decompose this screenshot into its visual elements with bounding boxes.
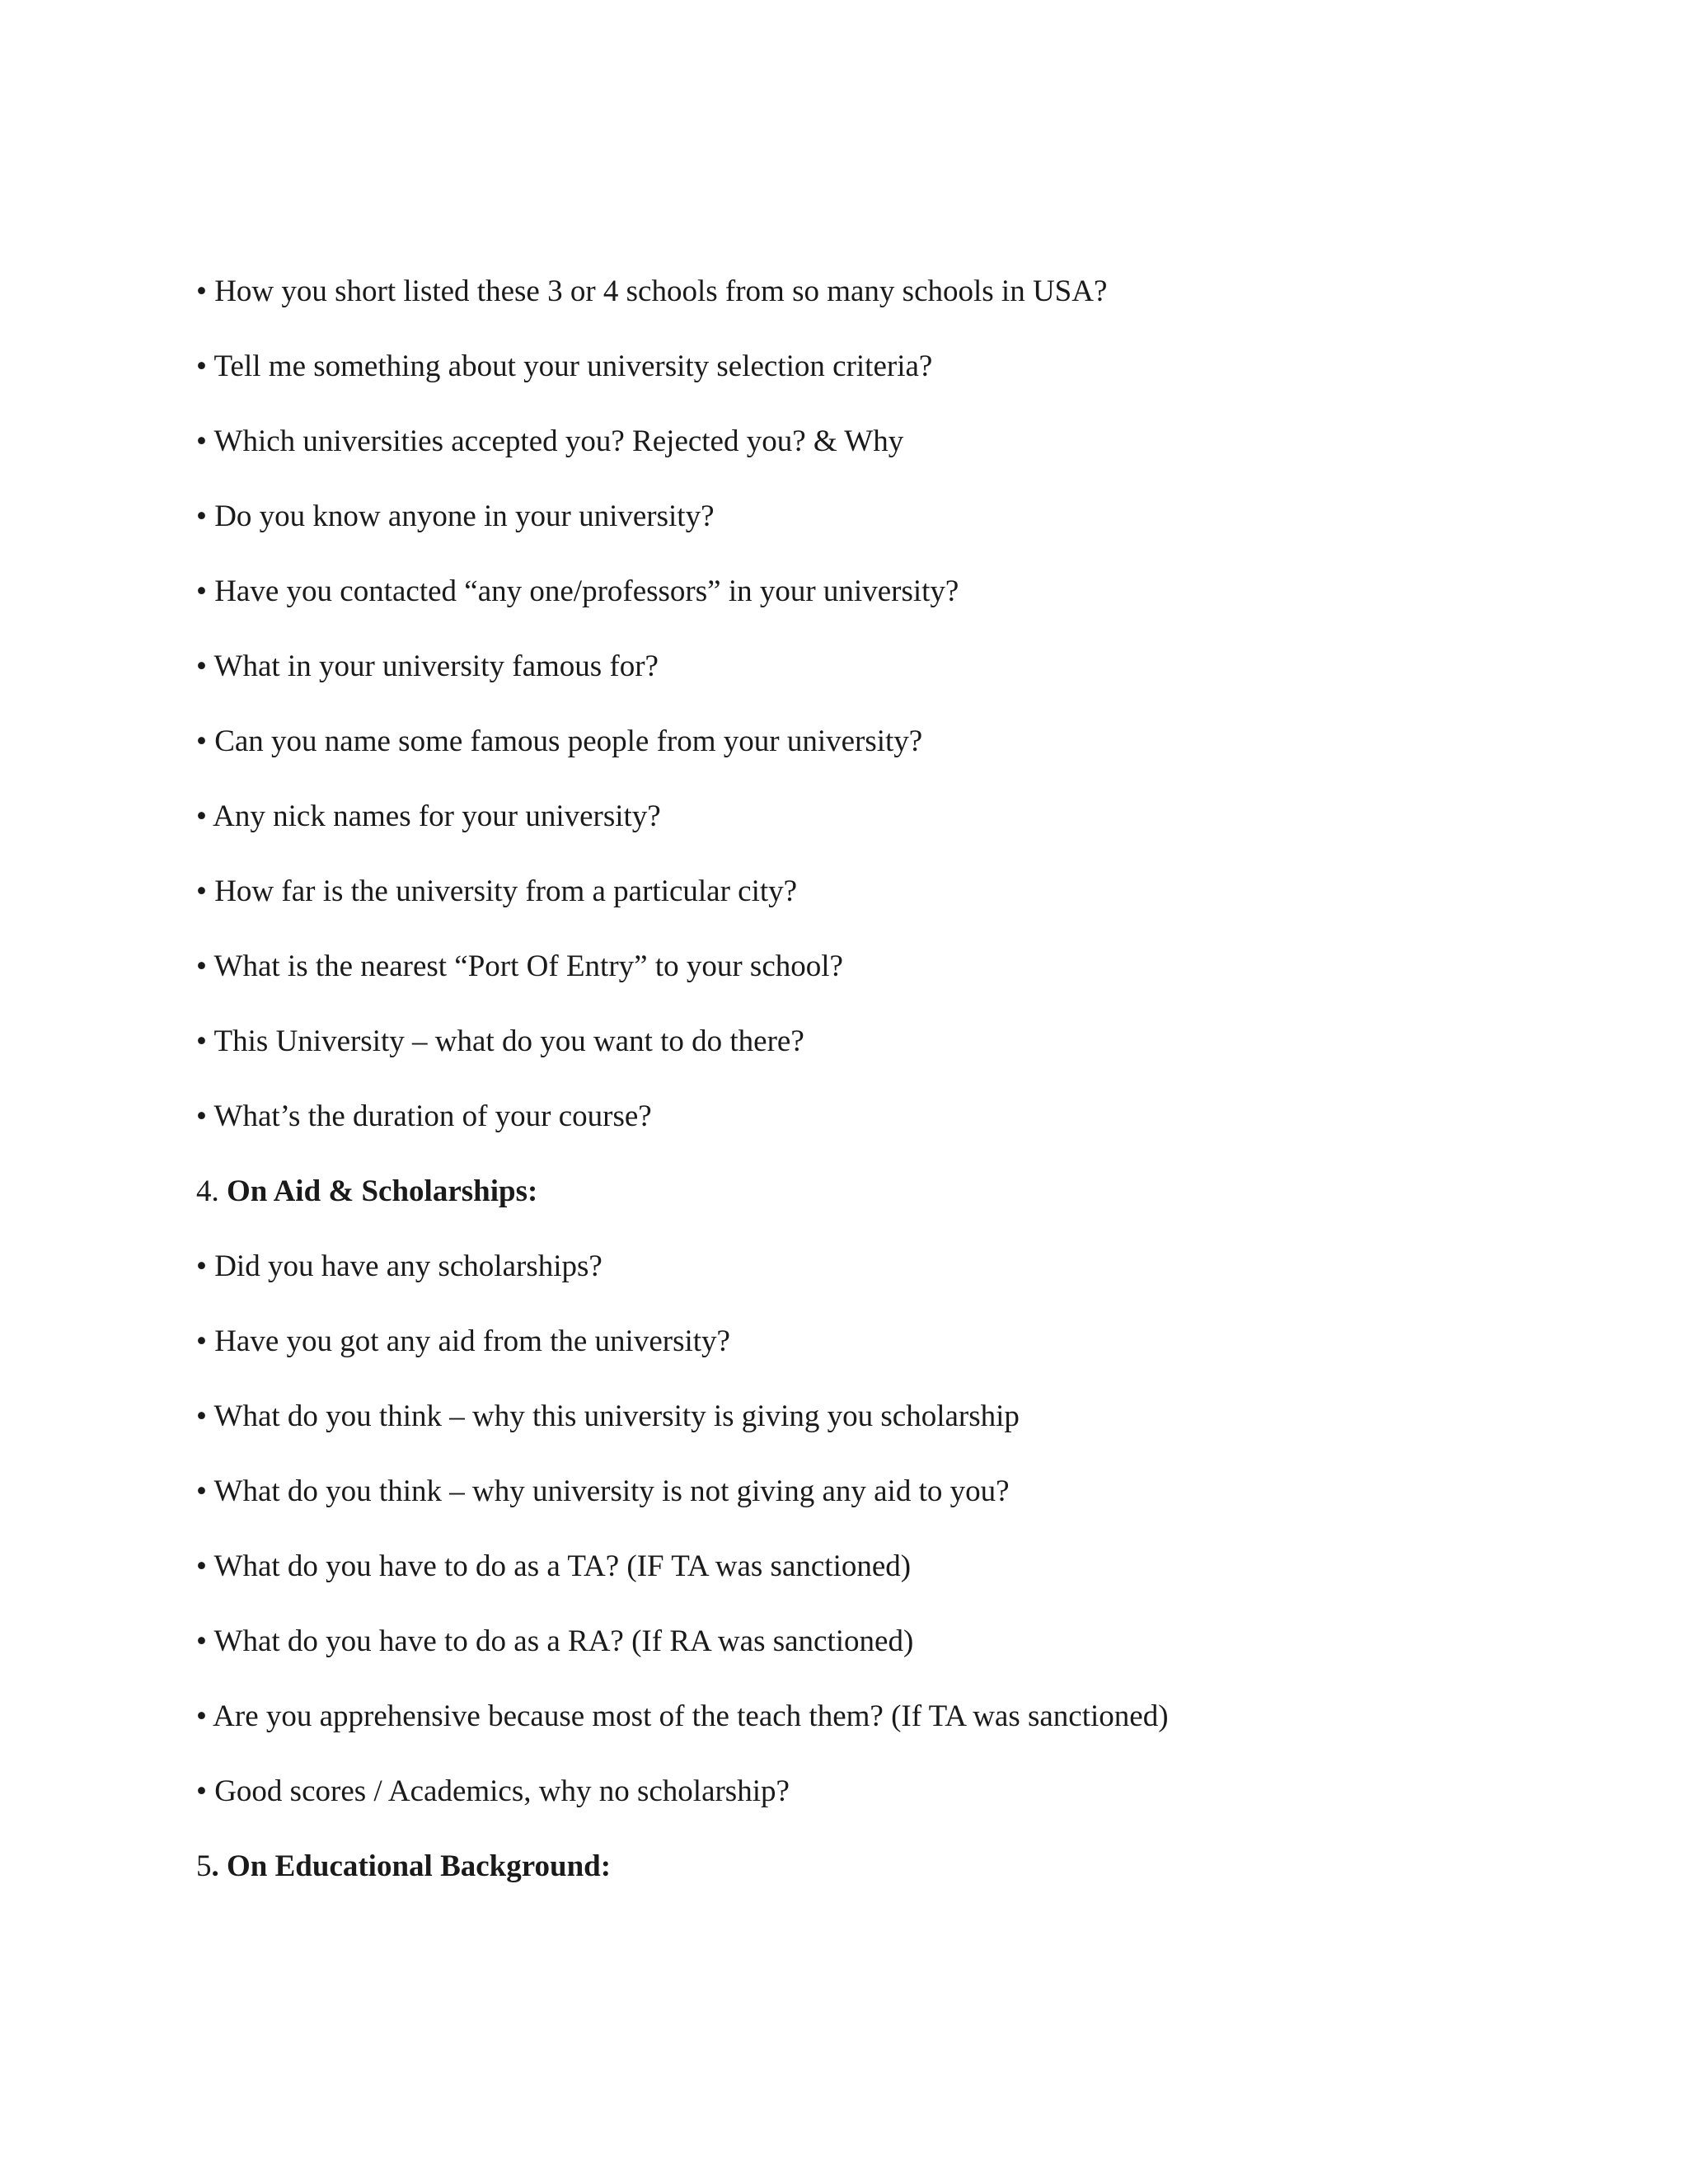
list-item: • Can you name some famous people from your university?: [196, 724, 923, 758]
list-item: • Tell me something about your university selection criteria?: [196, 349, 933, 383]
list-item: • How far is the university from a particular city?: [196, 874, 798, 908]
list-item: • Good scores / Academics, why no scholarship?: [196, 1774, 790, 1808]
list-item: • Have you contacted “any one/professors” in your university?: [196, 574, 959, 608]
list-item: • Have you got any aid from the university?: [196, 1324, 730, 1358]
list-item: • Did you have any scholarships?: [196, 1249, 603, 1283]
list-item: • Any nick names for your university?: [196, 799, 661, 833]
section-title: On Aid & Scholarships:: [227, 1174, 538, 1208]
section-number: 5: [196, 1849, 212, 1883]
list-item: • Do you know anyone in your university?: [196, 499, 715, 533]
section-title: . On Educational Background:: [211, 1849, 612, 1883]
list-item: • How you short listed these 3 or 4 schools from so many schools in USA?: [196, 274, 1108, 308]
list-item: • What do you have to do as a RA? (If RA was sanctioned): [196, 1624, 914, 1658]
list-item: • What is the nearest “Port Of Entry” to your school?: [196, 949, 843, 983]
list-item: • This University – what do you want to do there?: [196, 1024, 804, 1058]
list-item: • What do you think – why university is not giving any aid to you?: [196, 1474, 1010, 1508]
list-item: • What in your university famous for?: [196, 649, 659, 683]
list-item: • What’s the duration of your course?: [196, 1099, 652, 1133]
list-item: • What do you think – why this university is giving you scholarship: [196, 1399, 1020, 1433]
list-item: • Are you apprehensive because most of the teach them? (If TA was sanctioned): [196, 1699, 1169, 1733]
section-heading-aid-scholarships: [196, 1174, 537, 1210]
list-item: • What do you have to do as a TA? (IF TA was sanctioned): [196, 1549, 912, 1583]
section-heading-educational-background: [196, 1849, 611, 1885]
list-item: • Which universities accepted you? Rejected you? & Why: [196, 424, 904, 458]
section-number: 4.: [196, 1174, 227, 1208]
